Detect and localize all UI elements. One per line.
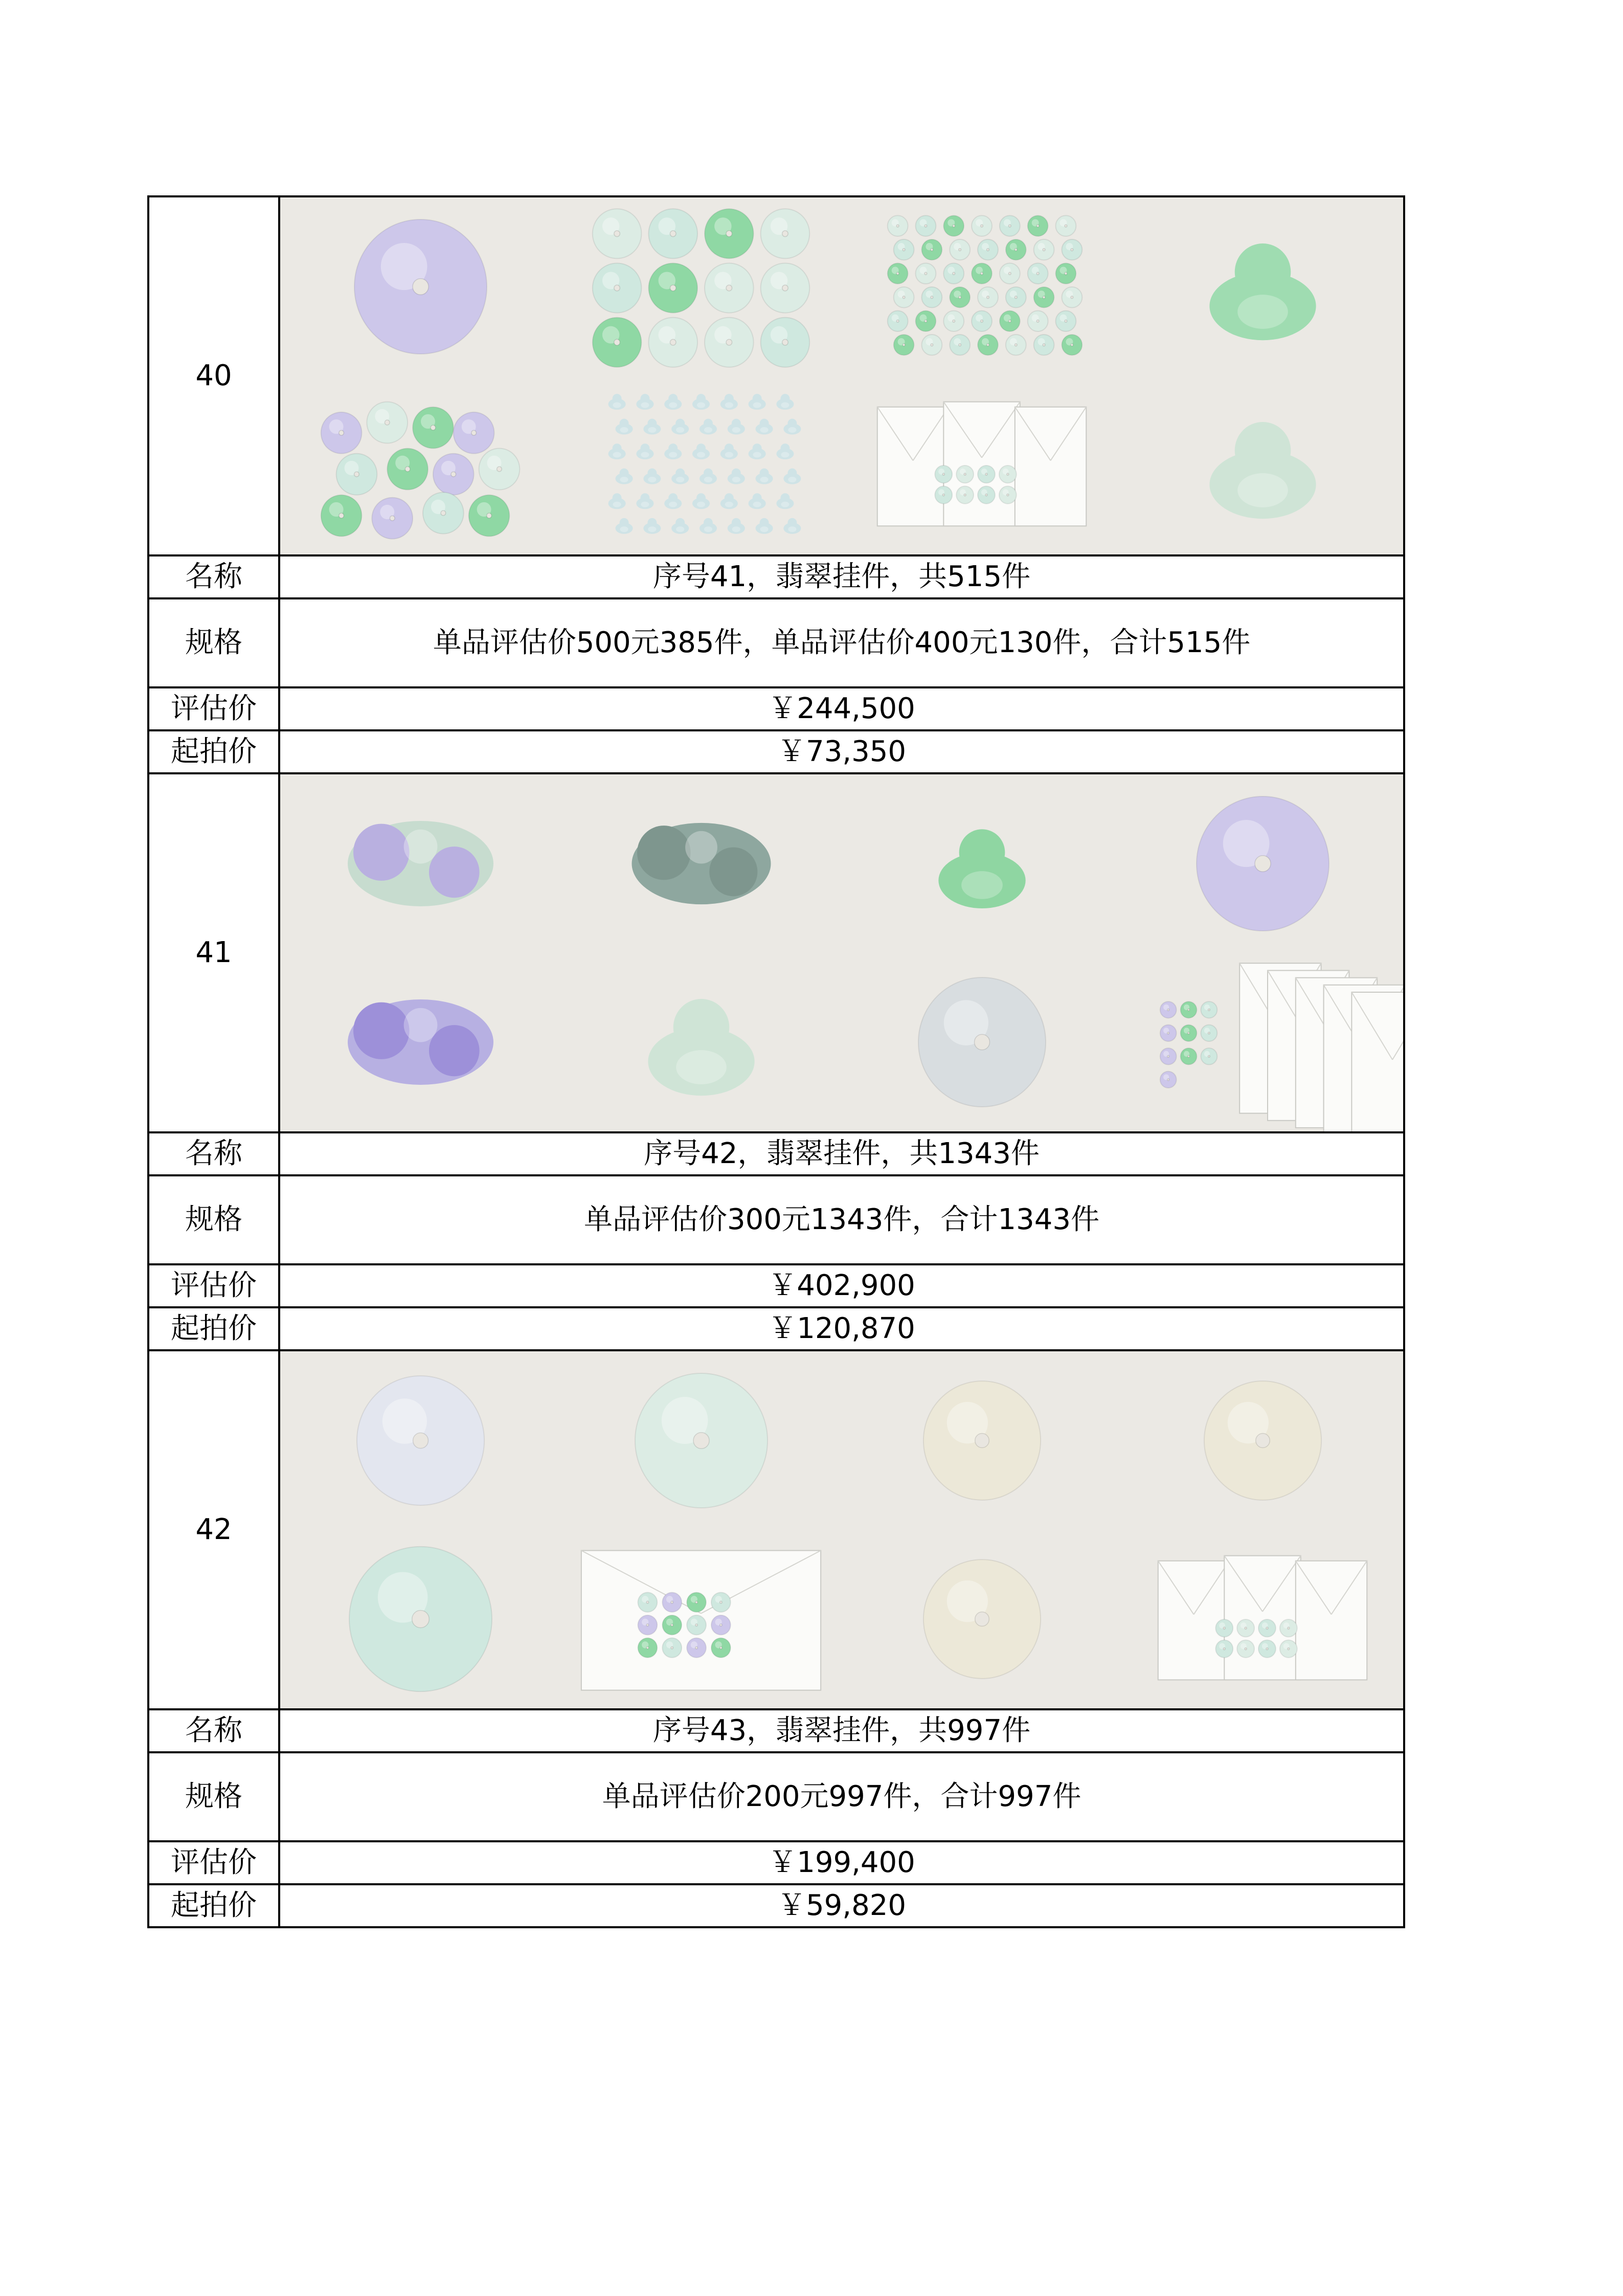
jade-disc-icon (1237, 1640, 1254, 1657)
lot-start-price-label: 起拍价 (148, 1307, 279, 1350)
jade-disc-icon (761, 263, 810, 313)
lot-photo (561, 953, 842, 1131)
jade-disc-icon (915, 311, 936, 331)
lavender-jade-disc-icon (280, 197, 561, 376)
jade-disc-icon (687, 1615, 706, 1635)
lot-start-price-row (148, 1884, 1404, 1927)
jade-disc-icon (1028, 311, 1048, 331)
jade-disc-icon (956, 465, 974, 483)
lot-spec-row (148, 1752, 1404, 1841)
jade-disc-icon (999, 486, 1017, 503)
jade-disc-icon (1160, 1072, 1177, 1088)
jade-buddha-icon (1122, 376, 1403, 554)
paper-packet (1296, 1561, 1367, 1680)
pixiu-figure (632, 823, 771, 904)
lot-photo-row (148, 1350, 1404, 1709)
jade-disc-icon (923, 1559, 1041, 1679)
lot-spec-label: 规格 (148, 1175, 279, 1264)
lot-photo-row (148, 196, 1404, 555)
jade-disc-icon (921, 335, 942, 355)
jade-disc-icon (1201, 1048, 1217, 1064)
lot-spec-row (148, 598, 1404, 687)
lot-eval-price-row (148, 687, 1404, 730)
lot-photo-cell (279, 773, 1404, 1132)
lavender-jade-disc-icon (1122, 774, 1403, 953)
paper-packets-icon (561, 1530, 842, 1708)
jade-disc-icon (842, 953, 1122, 1131)
jade-disc-icon (705, 318, 754, 367)
lot-photo (280, 774, 561, 953)
lot-photo (1122, 953, 1403, 1131)
lot-start-price-value: ￥73,350 (279, 730, 1404, 773)
jade-disc-icon (423, 493, 464, 534)
lot-photo (1122, 774, 1403, 953)
jade-disc-icon (894, 239, 914, 260)
paper-packet (1015, 407, 1086, 526)
jade-disc-icon (888, 263, 908, 283)
jade-disc-icon (1215, 1640, 1233, 1657)
jade-disc-icon (593, 209, 642, 258)
jade-disc-icon (935, 486, 952, 503)
jade-disc-icon (978, 335, 998, 355)
lot-eval-price-label: 评估价 (148, 1264, 279, 1307)
lot-number: 42 (148, 1350, 279, 1709)
lot-eval-price-value: ￥199,400 (279, 1841, 1404, 1884)
lot-start-price-value: ￥120,870 (279, 1307, 1404, 1350)
jade-disc-icon (387, 449, 428, 490)
jade-disc-icon (354, 219, 487, 354)
lot-name-value: 序号43，翡翠挂件，共997件 (279, 1709, 1404, 1752)
jade-disc-icon (1181, 1048, 1197, 1064)
jade-disc-icon (593, 263, 642, 313)
paper-packet (877, 407, 949, 526)
jade-pixiu-icon (280, 953, 561, 1131)
lot-name-row (148, 555, 1404, 598)
green-jade-buddha-icon (842, 774, 1122, 953)
jade-disc-icon (950, 335, 970, 355)
lot-spec-row (148, 1175, 1404, 1264)
lot-eval-price-label: 评估价 (148, 1841, 279, 1884)
jade-disc-icon (711, 1592, 731, 1612)
jade-disc-icon (662, 1615, 682, 1635)
jade-disc-group-icon (561, 197, 842, 376)
jade-disc-icon (915, 263, 936, 283)
jade-disc-icon (888, 215, 908, 236)
jade-disc-icon (1062, 239, 1082, 260)
jade-disc-icon (1237, 1619, 1254, 1637)
jade-disc-icon (842, 1530, 1122, 1708)
lot-eval-price-value: ￥402,900 (279, 1264, 1404, 1307)
lot-photo (1122, 197, 1403, 376)
lot-photo (1122, 1351, 1403, 1530)
jade-disc-icon (761, 318, 810, 367)
lot-start-price-row (148, 730, 1404, 773)
lot-eval-price-row (148, 1841, 1404, 1884)
jade-disc-icon (1258, 1640, 1276, 1657)
jade-disc-icon (372, 498, 413, 539)
jade-disc-icon (662, 1592, 682, 1612)
jade-disc-icon (469, 495, 510, 537)
lot-name-row (148, 1709, 1404, 1752)
lot-spec-label: 规格 (148, 1752, 279, 1841)
jade-disc-icon (1055, 311, 1076, 331)
jade-disc-icon (280, 1351, 561, 1530)
jade-disc-icon (950, 287, 970, 307)
jade-disc-icon (593, 318, 642, 367)
jade-disc-icon (638, 1592, 657, 1612)
jade-disc-icon (1197, 796, 1329, 931)
lot-photo-cell (279, 1350, 1404, 1709)
jade-disc-icon (921, 239, 942, 260)
jade-pixiu-icon (280, 774, 561, 953)
jade-disc-icon (711, 1615, 731, 1635)
jade-disc-icon (842, 1351, 1122, 1530)
paper-packets-icon (1122, 953, 1403, 1131)
lot-start-price-label: 起拍价 (148, 1884, 279, 1927)
lot-start-price-value: ￥59,820 (279, 1884, 1404, 1927)
jade-disc-icon (935, 465, 952, 483)
jade-pendant-group-icon (561, 376, 842, 554)
jade-disc-icon (336, 454, 377, 495)
lot-spec-value: 单品评估价500元385件，单品评估价400元130件，合计515件 (279, 598, 1404, 687)
jade-disc-icon (1280, 1619, 1297, 1637)
pixiu-figure (348, 821, 493, 906)
jade-disc-icon (321, 412, 362, 454)
jade-disc-icon (1028, 263, 1048, 283)
lot-photo (842, 953, 1122, 1131)
jade-disc-icon (943, 215, 964, 236)
jade-disc-icon (1181, 1025, 1197, 1041)
lot-photo (280, 953, 561, 1131)
jade-disc-icon (367, 402, 408, 443)
jade-disc-icon (561, 1351, 842, 1530)
lot-spec-label: 规格 (148, 598, 279, 687)
jade-disc-icon (1062, 287, 1082, 307)
jade-disc-icon (357, 1376, 484, 1505)
jade-disc-icon (321, 495, 362, 537)
jade-disc-icon (978, 287, 998, 307)
paper-packets-icon (1122, 1530, 1403, 1708)
jade-disc-icon (705, 263, 754, 313)
lot-name-label: 名称 (148, 555, 279, 598)
lot-name-label: 名称 (148, 1132, 279, 1175)
jade-disc-icon (662, 1638, 682, 1657)
lot-eval-price-value: ￥244,500 (279, 687, 1404, 730)
jade-disc-icon (479, 449, 520, 490)
jade-disc-icon (349, 1547, 492, 1691)
jade-disc-icon (1160, 1001, 1177, 1018)
lot-photo (561, 1530, 842, 1708)
jade-disc-icon (1000, 215, 1020, 236)
lot-eval-price-label: 评估价 (148, 687, 279, 730)
jade-disc-icon (711, 1638, 731, 1657)
jade-disc-icon (915, 215, 936, 236)
jade-disc-icon (972, 215, 992, 236)
jade-disc-icon (1000, 263, 1020, 283)
lot-photo (561, 774, 842, 953)
auction-lot-table (147, 195, 1405, 1928)
lot-number: 41 (148, 773, 279, 1132)
jade-disc-icon (972, 263, 992, 283)
photo-grid (280, 774, 1403, 1131)
lot-photo (842, 774, 1122, 953)
lot-photo (561, 197, 842, 376)
jade-disc-icon (1006, 335, 1026, 355)
paper-packet (1224, 1556, 1300, 1680)
jade-disc-icon (972, 311, 992, 331)
lot-photo (1122, 376, 1403, 554)
jade-disc-icon (454, 412, 494, 454)
jade-disc-icon (648, 209, 697, 258)
lot-photo (280, 376, 561, 554)
jade-disc-icon (433, 454, 474, 495)
jade-disc-icon (943, 311, 964, 331)
green-jade-buddha-icon (1122, 197, 1403, 376)
jade-disc-icon (280, 1530, 561, 1708)
jade-disc-icon (894, 335, 914, 355)
photo-grid (280, 197, 1403, 554)
jade-disc-icon (638, 1615, 657, 1635)
jade-disc-icon (1258, 1619, 1276, 1637)
jade-disc-icon (1122, 1351, 1403, 1530)
jade-disc-icon (687, 1638, 706, 1657)
jade-disc-icon (1160, 1048, 1177, 1064)
lot-spec-value: 单品评估价300元1343件，合计1343件 (279, 1175, 1404, 1264)
jade-disc-icon (635, 1373, 768, 1508)
lot-name-label: 名称 (148, 1709, 279, 1752)
photo-grid (280, 1351, 1403, 1708)
jade-disc-icon (705, 209, 754, 258)
jade-disc-icon (1280, 1640, 1297, 1657)
lot-photo (842, 376, 1122, 554)
jade-disc-icon (978, 486, 995, 503)
lot-photo (561, 1351, 842, 1530)
jade-disc-icon (921, 287, 942, 307)
paper-packet (943, 402, 1020, 526)
lot-photo (561, 376, 842, 554)
jade-disc-icon (1062, 335, 1082, 355)
lot-photo (1122, 1530, 1403, 1708)
lot-start-price-row (148, 1307, 1404, 1350)
jade-disc-icon (1034, 335, 1054, 355)
jade-disc-icon (687, 1592, 706, 1612)
jade-disc-icon (950, 239, 970, 260)
jade-disc-icon (1006, 287, 1026, 307)
lot-eval-price-row (148, 1264, 1404, 1307)
jade-disc-icon (978, 239, 998, 260)
lot-name-value: 序号42，翡翠挂件，共1343件 (279, 1132, 1404, 1175)
jade-disc-icon (999, 465, 1017, 483)
lot-name-value: 序号41，翡翠挂件，共515件 (279, 555, 1404, 598)
jade-disc-icon (1204, 1381, 1321, 1500)
paper-packets-icon (842, 376, 1122, 554)
jade-disc-icon (1181, 1001, 1197, 1018)
jade-disc-icon (1000, 311, 1020, 331)
lot-photo (842, 197, 1122, 376)
jade-disc-icon (1215, 1619, 1233, 1637)
jade-disc-icon (1201, 1001, 1217, 1018)
lot-number: 40 (148, 196, 279, 555)
lot-photo-row (148, 773, 1404, 1132)
jade-disc-group-icon (280, 376, 561, 554)
lot-spec-value: 单品评估价200元997件，合计997件 (279, 1752, 1404, 1841)
jade-disc-icon (978, 465, 995, 483)
jade-disc-icon (1055, 215, 1076, 236)
jade-disc-icon (923, 1381, 1041, 1500)
jade-disc-icon (943, 263, 964, 283)
lot-photo (280, 1530, 561, 1708)
jade-disc-icon (638, 1638, 657, 1657)
lot-photo-cell (279, 196, 1404, 555)
jade-disc-icon (648, 318, 697, 367)
jade-disc-icon (1055, 263, 1076, 283)
pixiu-figure (348, 999, 493, 1085)
jade-disc-icon (413, 407, 454, 449)
jade-disc-icon (761, 209, 810, 258)
jade-disc-group-icon (842, 197, 1122, 376)
jade-disc-icon (648, 263, 697, 313)
jade-pixiu-icon (561, 774, 842, 953)
jade-disc-icon (1034, 239, 1054, 260)
lot-name-row (148, 1132, 1404, 1175)
jade-disc-icon (1201, 1025, 1217, 1041)
jade-disc-icon (1006, 239, 1026, 260)
jade-disc-icon (918, 977, 1046, 1107)
lot-photo (842, 1530, 1122, 1708)
paper-packet (1158, 1561, 1229, 1680)
jade-buddha-icon (561, 953, 842, 1131)
lot-photo (842, 1351, 1122, 1530)
jade-disc-icon (888, 311, 908, 331)
jade-disc-icon (894, 287, 914, 307)
jade-disc-icon (1160, 1025, 1177, 1041)
lot-photo (280, 1351, 561, 1530)
lot-start-price-label: 起拍价 (148, 730, 279, 773)
lot-photo (280, 197, 561, 376)
jade-disc-icon (1028, 215, 1048, 236)
paper-packet (1351, 992, 1403, 1131)
jade-disc-icon (956, 486, 974, 503)
jade-disc-icon (1034, 287, 1054, 307)
